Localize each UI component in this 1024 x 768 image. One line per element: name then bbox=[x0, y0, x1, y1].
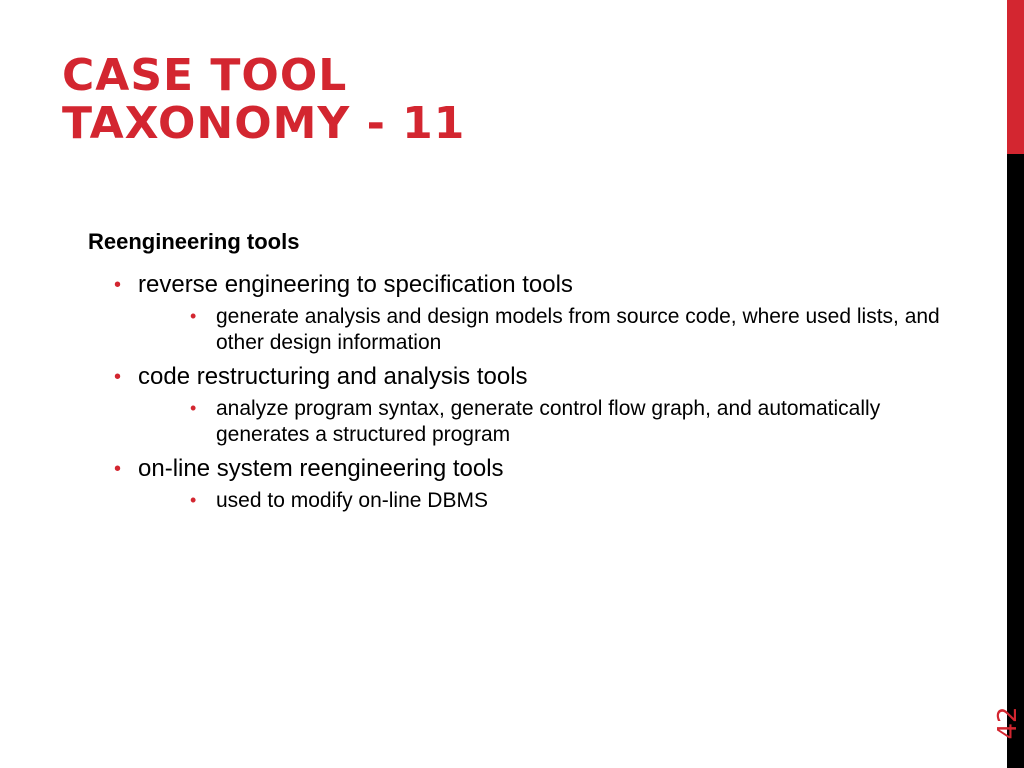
bullet-item-online-reengineering bbox=[88, 454, 948, 514]
bullet-icon: • bbox=[114, 366, 122, 388]
bullet-item-reverse-engineering bbox=[88, 270, 948, 356]
bullet-list bbox=[88, 270, 948, 514]
sub-bullet-list bbox=[138, 488, 948, 514]
section-heading: Reengineering tools bbox=[88, 229, 300, 254]
sub-bullet-list bbox=[138, 396, 948, 448]
slide-title bbox=[62, 52, 465, 148]
bullet-text: code restructuring and analysis tools bbox=[138, 363, 528, 390]
sub-bullet-item bbox=[138, 488, 948, 514]
sub-bullet-item bbox=[138, 396, 948, 448]
side-dark-bar bbox=[1007, 154, 1024, 768]
bullet-icon: • bbox=[190, 306, 197, 326]
title-line-2: TAXONOMY - 11 bbox=[62, 98, 466, 149]
bullet-icon: • bbox=[190, 398, 197, 418]
bullet-item-code-restructuring bbox=[88, 362, 948, 448]
sub-bullet-item bbox=[138, 304, 948, 356]
bullet-text: reverse engineering to specification tools bbox=[138, 271, 573, 298]
sub-bullet-text: analyze program syntax, generate control flow graph, and automatically generates a structured program bbox=[216, 397, 881, 446]
bullet-icon: • bbox=[190, 490, 197, 510]
sub-bullet-text: used to modify on-line DBMS bbox=[216, 489, 488, 512]
bullet-text: on-line system reengineering tools bbox=[138, 455, 504, 482]
bullet-icon: • bbox=[114, 274, 122, 296]
slide-content bbox=[88, 228, 948, 520]
bullet-icon: • bbox=[114, 458, 122, 480]
page-number: 42 bbox=[993, 706, 1023, 740]
title-line-1: CASE TOOL bbox=[62, 50, 348, 101]
side-accent-bar bbox=[1007, 0, 1024, 154]
sub-bullet-list bbox=[138, 304, 948, 356]
sub-bullet-text: generate analysis and design models from source code, where used lists, and other design information bbox=[216, 305, 940, 354]
